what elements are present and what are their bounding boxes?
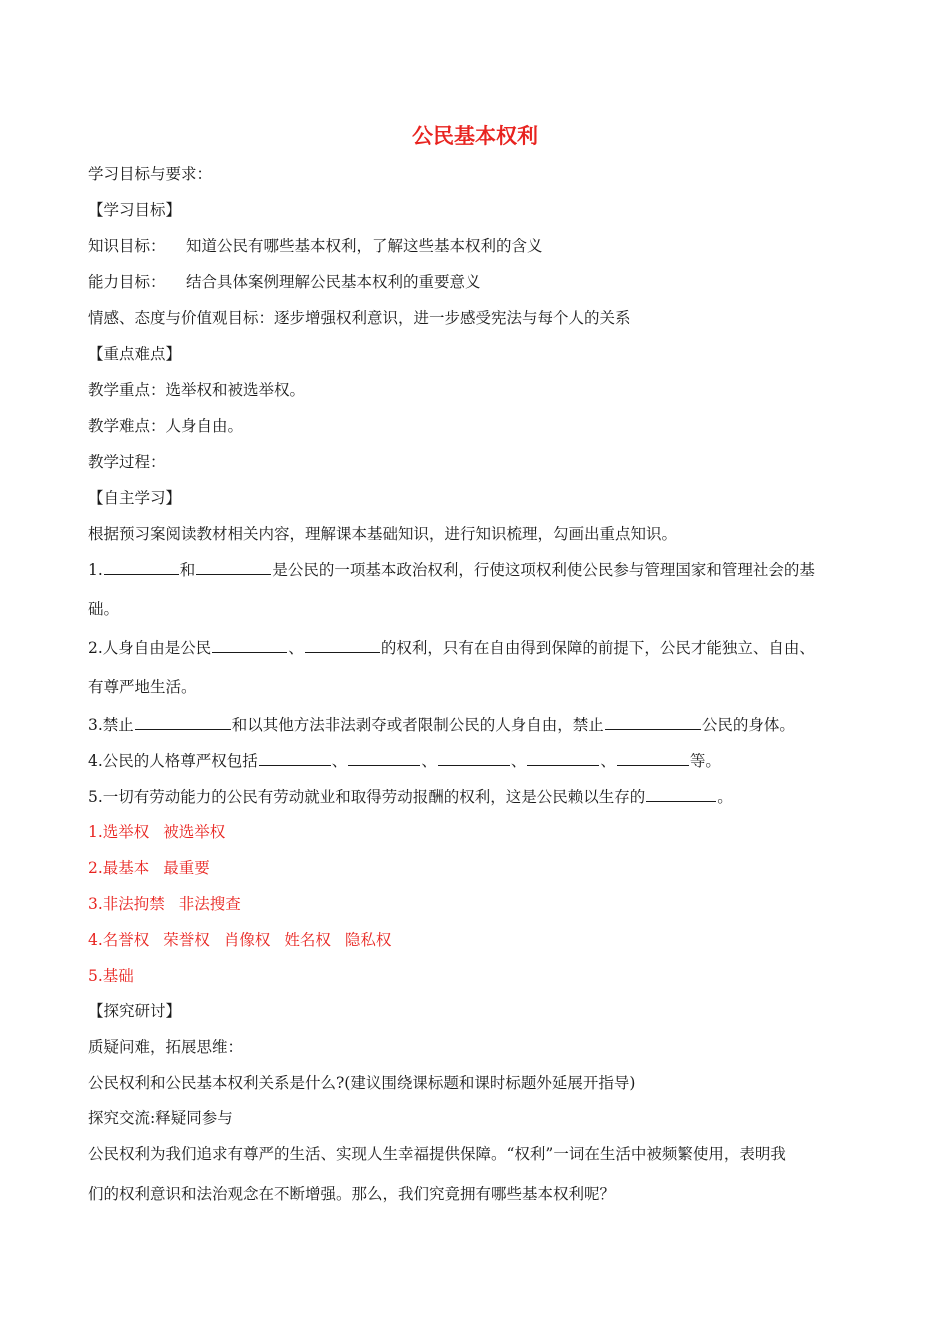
fill-blank[interactable]	[259, 750, 331, 766]
answer-item: 肖像权	[223, 931, 271, 949]
q3-text-end: 公民的身体。	[701, 716, 795, 734]
question-2-cont: 有尊严地生活。	[88, 678, 197, 696]
question-3	[88, 713, 795, 737]
question-2	[88, 636, 815, 660]
answer-item: 5.基础	[88, 967, 134, 985]
q1-number: 1.	[88, 561, 103, 579]
q4-separator: 、	[600, 752, 616, 770]
emotion-goal: 情感、态度与价值观目标：逐步增强权利意识，进一步感受宪法与每个人的关系	[88, 309, 631, 327]
answer-item: 最重要	[163, 859, 210, 877]
paragraph-line-1: 公民权利为我们追求有尊严的生活、实现人生幸福提供保障。“权利”一词在生活中被频繁使用，表明我	[88, 1145, 786, 1163]
fill-blank[interactable]	[305, 637, 380, 653]
answer-1	[88, 820, 225, 844]
answer-5	[88, 964, 134, 988]
answer-item: 非法搜查	[178, 895, 241, 913]
q4-separator: 、	[421, 752, 437, 770]
answer-2	[88, 856, 210, 880]
ability-goal-text: 结合具体案例理解公民基本权利的重要意义	[186, 273, 481, 291]
self-study-intro: 根据预习案阅读教材相关内容，理解课本基础知识，进行知识梳理，勾画出重点知识。	[88, 525, 678, 543]
answer-item: 姓名权	[284, 931, 331, 949]
teaching-focus: 教学重点：选举权和被选举权。	[88, 381, 306, 399]
paragraph-line-2: 们的权利意识和法治观念在不断增强。那么，我们究竟拥有哪些基本权利呢？	[88, 1185, 616, 1203]
fill-blank[interactable]	[617, 750, 689, 766]
section-explore: 【探究研讨】	[88, 1002, 182, 1020]
question-4	[88, 749, 721, 773]
fill-blank[interactable]	[196, 559, 271, 575]
fill-blank[interactable]	[104, 559, 179, 575]
fill-blank[interactable]	[646, 786, 716, 802]
answer-item: 4.名誉权	[88, 931, 150, 949]
fill-blank[interactable]	[348, 750, 420, 766]
question-thinking: 质疑问难，拓展思维：	[88, 1038, 244, 1056]
q1-text: 是公民的一项基本政治权利，行使这项权利使公民参与管理国家和管理社会的基	[272, 561, 815, 579]
knowledge-goal	[88, 234, 543, 258]
answer-item: 2.最基本	[88, 859, 150, 877]
question-1	[88, 558, 815, 582]
q4-text-end: 等。	[689, 752, 721, 770]
teaching-process: 教学过程：	[88, 453, 166, 471]
q4-separator: 、	[510, 752, 527, 770]
goals-heading: 学习目标与要求：	[88, 165, 213, 183]
question-1-cont: 础。	[88, 600, 120, 618]
fill-blank[interactable]	[438, 750, 510, 766]
section-self-study: 【自主学习】	[88, 489, 182, 507]
fill-blank[interactable]	[135, 714, 231, 730]
answer-item: 被选举权	[163, 823, 226, 841]
ability-goal-label: 能力目标：	[88, 273, 166, 291]
answer-item: 1.选举权	[88, 823, 150, 841]
answer-item: 荣誉权	[163, 931, 210, 949]
q2-separator: 、	[288, 639, 304, 657]
q3-text-mid: 和以其他方法非法剥夺或者限制公民的人身自由，禁止	[231, 716, 604, 734]
q5-text: 5.一切有劳动能力的公民有劳动就业和取得劳动报酬的权利，这是公民赖以生存的	[88, 788, 646, 806]
q3-text-start: 3.禁止	[88, 716, 134, 734]
answer-item: 3.非法拘禁	[88, 895, 165, 913]
knowledge-goal-label: 知识目标：	[88, 237, 166, 255]
q4-text-start: 4.公民的人格尊严权包括	[88, 752, 258, 770]
q2-text: 的权利，只有在自由得到保障的前提下，公民才能独立、自由、	[380, 639, 815, 657]
answer-4	[88, 928, 391, 952]
exchange-heading: 探究交流:释疑同参与	[88, 1109, 233, 1127]
fill-blank[interactable]	[605, 714, 701, 730]
section-learning-goals: 【学习目标】	[88, 201, 182, 219]
q5-text-end: 。	[717, 788, 733, 806]
fill-blank[interactable]	[212, 637, 287, 653]
q1-text-and: 和	[179, 561, 196, 579]
answer-3	[88, 892, 241, 916]
section-key-points: 【重点难点】	[88, 345, 182, 363]
fill-blank[interactable]	[527, 750, 599, 766]
ability-goal	[88, 270, 481, 294]
teaching-difficulty: 教学难点：人身自由。	[88, 417, 244, 435]
page-title: 公民基本权利	[412, 124, 538, 148]
q4-separator: 、	[331, 752, 348, 770]
q2-text-start: 2.人身自由是公民	[88, 639, 212, 657]
answer-item: 隐私权	[344, 931, 392, 949]
relation-question: 公民权利和公民基本权利关系是什么?(建议围绕课标题和课时标题外延展开指导)	[88, 1074, 636, 1092]
knowledge-goal-text: 知道公民有哪些基本权利，了解这些基本权利的含义	[186, 237, 543, 255]
question-5	[88, 785, 733, 809]
